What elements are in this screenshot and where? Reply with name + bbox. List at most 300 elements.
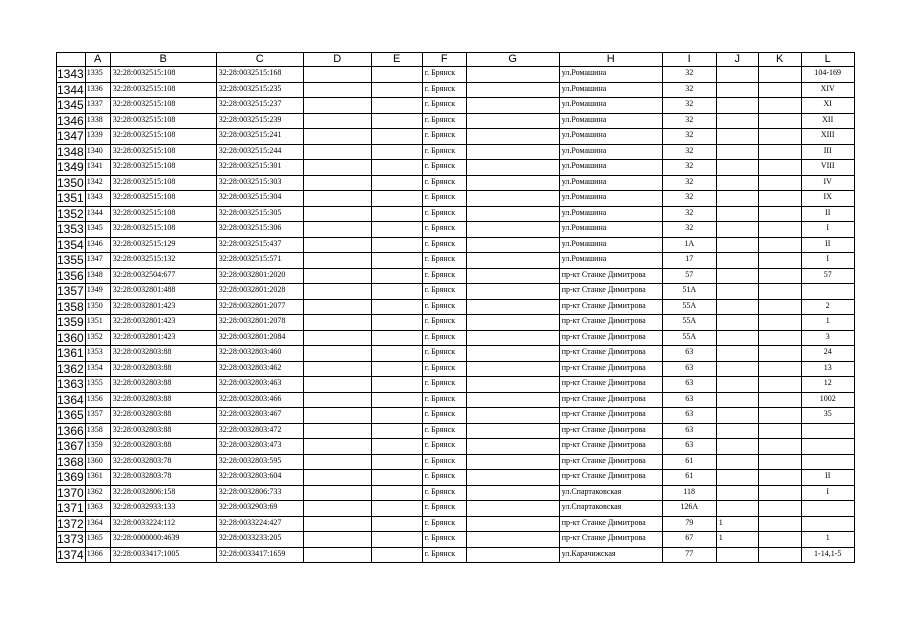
cell-j[interactable]	[716, 222, 758, 238]
cell-f[interactable]: г. Брянск	[422, 237, 466, 253]
cell-h[interactable]: пр-кт Станке Димитрова	[559, 532, 662, 548]
cell-i[interactable]: 32	[662, 113, 716, 129]
cell-j[interactable]	[716, 144, 758, 160]
cell-j[interactable]	[716, 392, 758, 408]
cell-l[interactable]: 3	[801, 330, 854, 346]
cell-c[interactable]: 32:28:0032515:168	[216, 67, 303, 83]
cell-a[interactable]: 1340	[85, 144, 110, 160]
cell-c[interactable]: 32:28:0032803:466	[216, 392, 303, 408]
cell-k[interactable]	[758, 377, 801, 393]
column-header-c[interactable]: C	[216, 53, 303, 67]
column-header-d[interactable]: D	[303, 53, 371, 67]
cell-g[interactable]	[466, 160, 559, 176]
cell-f[interactable]: г. Брянск	[422, 129, 466, 145]
row-number[interactable]: 1372	[57, 516, 84, 531]
cell-b[interactable]: 32:28:0032803:88	[110, 361, 216, 377]
cell-c[interactable]: 32:28:0032515:304	[216, 191, 303, 207]
cell-e[interactable]	[371, 160, 422, 176]
cell-b[interactable]: 32:28:0032801:488	[110, 284, 216, 300]
row-number[interactable]: 1365	[57, 408, 84, 422]
cell-e[interactable]	[371, 113, 422, 129]
cell-d[interactable]	[303, 516, 371, 532]
cell-i[interactable]: 32	[662, 82, 716, 98]
cell-i[interactable]: 57	[662, 268, 716, 284]
cell-j[interactable]	[716, 377, 758, 393]
cell-b[interactable]: 32:28:0032504:677	[110, 268, 216, 284]
cell-e[interactable]	[371, 268, 422, 284]
cell-d[interactable]	[303, 470, 371, 486]
cell-d[interactable]	[303, 439, 371, 455]
cell-c[interactable]: 32:28:0032803:463	[216, 377, 303, 393]
column-header-g[interactable]: G	[466, 53, 559, 67]
cell-j[interactable]	[716, 470, 758, 486]
cell-f[interactable]: г. Брянск	[422, 485, 466, 501]
cell-j[interactable]	[716, 330, 758, 346]
cell-b[interactable]: 32:28:0032801:423	[110, 315, 216, 331]
column-header-i[interactable]: I	[662, 53, 716, 67]
row-number[interactable]: 1356	[57, 268, 84, 283]
row-number[interactable]: 1371	[57, 501, 84, 515]
cell-i[interactable]: 63	[662, 439, 716, 455]
cell-e[interactable]	[371, 330, 422, 346]
cell-g[interactable]	[466, 532, 559, 548]
row-number[interactable]: 1359	[57, 315, 84, 329]
row-number[interactable]: 1352	[57, 206, 84, 221]
cell-g[interactable]	[466, 423, 559, 439]
cell-h[interactable]: пр-кт Станке Димитрова	[559, 315, 662, 331]
cell-l[interactable]: XII	[801, 113, 854, 129]
column-header-a[interactable]: A	[85, 53, 110, 67]
cell-k[interactable]	[758, 206, 801, 222]
cell-l[interactable]: XIII	[801, 129, 854, 145]
cell-d[interactable]	[303, 98, 371, 114]
cell-h[interactable]: пр-кт Станке Димитрова	[559, 470, 662, 486]
cell-c[interactable]: 32:28:0032903:69	[216, 501, 303, 517]
cell-j[interactable]	[716, 299, 758, 315]
cell-j[interactable]	[716, 206, 758, 222]
cell-h[interactable]: ул.Ромашина	[559, 144, 662, 160]
cell-j[interactable]	[716, 82, 758, 98]
cell-e[interactable]	[371, 516, 422, 532]
column-header-e[interactable]: E	[371, 53, 422, 67]
cell-f[interactable]: г. Брянск	[422, 439, 466, 455]
cell-a[interactable]: 1347	[85, 253, 110, 269]
cell-k[interactable]	[758, 516, 801, 532]
cell-d[interactable]	[303, 113, 371, 129]
cell-g[interactable]	[466, 330, 559, 346]
cell-d[interactable]	[303, 191, 371, 207]
cell-h[interactable]: пр-кт Станке Димитрова	[559, 408, 662, 424]
row-number[interactable]: 1347	[57, 129, 84, 143]
cell-l[interactable]: II	[801, 237, 854, 253]
cell-k[interactable]	[758, 160, 801, 176]
cell-e[interactable]	[371, 191, 422, 207]
cell-l[interactable]: 1	[801, 315, 854, 331]
cell-g[interactable]	[466, 547, 559, 563]
cell-a[interactable]: 1359	[85, 439, 110, 455]
cell-l[interactable]: 1-14,1-5	[801, 547, 854, 563]
row-number[interactable]: 1367	[57, 439, 84, 453]
cell-l[interactable]: 104-169	[801, 67, 854, 83]
cell-k[interactable]	[758, 98, 801, 114]
cell-a[interactable]: 1346	[85, 237, 110, 253]
cell-j[interactable]	[716, 346, 758, 362]
cell-f[interactable]: г. Брянск	[422, 222, 466, 238]
cell-d[interactable]	[303, 408, 371, 424]
cell-c[interactable]: 32:28:0032515:237	[216, 98, 303, 114]
cell-h[interactable]: ул.Ромашина	[559, 237, 662, 253]
cell-c[interactable]: 32:28:0032801:2084	[216, 330, 303, 346]
cell-j[interactable]	[716, 160, 758, 176]
cell-e[interactable]	[371, 454, 422, 470]
cell-l[interactable]: XI	[801, 98, 854, 114]
cell-b[interactable]: 32:28:0032515:108	[110, 113, 216, 129]
row-number[interactable]: 1360	[57, 330, 84, 345]
cell-i[interactable]: 63	[662, 377, 716, 393]
cell-f[interactable]: г. Брянск	[422, 470, 466, 486]
cell-g[interactable]	[466, 516, 559, 532]
cell-a[interactable]: 1363	[85, 501, 110, 517]
cell-d[interactable]	[303, 315, 371, 331]
cell-g[interactable]	[466, 315, 559, 331]
cell-k[interactable]	[758, 175, 801, 191]
cell-f[interactable]: г. Брянск	[422, 284, 466, 300]
cell-k[interactable]	[758, 392, 801, 408]
cell-i[interactable]: 32	[662, 206, 716, 222]
cell-h[interactable]: ул.Ромашина	[559, 160, 662, 176]
cell-g[interactable]	[466, 299, 559, 315]
cell-b[interactable]: 32:28:0032803:88	[110, 392, 216, 408]
cell-b[interactable]: 32:28:0032803:88	[110, 377, 216, 393]
cell-c[interactable]: 32:28:0033224:427	[216, 516, 303, 532]
cell-a[interactable]: 1342	[85, 175, 110, 191]
row-number[interactable]: 1370	[57, 485, 84, 500]
cell-l[interactable]: IX	[801, 191, 854, 207]
cell-b[interactable]: 32:28:0033224:112	[110, 516, 216, 532]
cell-d[interactable]	[303, 423, 371, 439]
cell-c[interactable]: 32:28:0032515:303	[216, 175, 303, 191]
cell-k[interactable]	[758, 82, 801, 98]
cell-f[interactable]: г. Брянск	[422, 299, 466, 315]
cell-d[interactable]	[303, 206, 371, 222]
cell-g[interactable]	[466, 67, 559, 83]
cell-d[interactable]	[303, 377, 371, 393]
cell-e[interactable]	[371, 237, 422, 253]
cell-h[interactable]: пр-кт Станке Димитрова	[559, 454, 662, 470]
cell-k[interactable]	[758, 284, 801, 300]
cell-c[interactable]: 32:28:0032515:244	[216, 144, 303, 160]
cell-a[interactable]: 1343	[85, 191, 110, 207]
cell-e[interactable]	[371, 206, 422, 222]
cell-b[interactable]: 32:28:0032515:108	[110, 160, 216, 176]
cell-a[interactable]: 1360	[85, 454, 110, 470]
cell-k[interactable]	[758, 67, 801, 83]
cell-h[interactable]: пр-кт Станке Димитрова	[559, 516, 662, 532]
cell-b[interactable]: 32:28:0032803:78	[110, 454, 216, 470]
cell-c[interactable]: 32:28:0032803:462	[216, 361, 303, 377]
row-number[interactable]: 1348	[57, 144, 84, 159]
cell-e[interactable]	[371, 253, 422, 269]
cell-b[interactable]: 32:28:0032803:88	[110, 423, 216, 439]
cell-l[interactable]: 1002	[801, 392, 854, 408]
cell-h[interactable]: ул.Ромашина	[559, 222, 662, 238]
cell-d[interactable]	[303, 547, 371, 563]
cell-f[interactable]: г. Брянск	[422, 346, 466, 362]
cell-j[interactable]	[716, 547, 758, 563]
cell-j[interactable]	[716, 113, 758, 129]
cell-i[interactable]: 17	[662, 253, 716, 269]
cell-k[interactable]	[758, 113, 801, 129]
cell-b[interactable]: 32:28:0032515:108	[110, 222, 216, 238]
cell-j[interactable]: 1	[716, 532, 758, 548]
cell-i[interactable]: 32	[662, 191, 716, 207]
cell-c[interactable]: 32:28:0032803:595	[216, 454, 303, 470]
cell-a[interactable]: 1354	[85, 361, 110, 377]
row-number[interactable]: 1353	[57, 222, 84, 236]
cell-b[interactable]: 32:28:0032515:108	[110, 67, 216, 83]
cell-e[interactable]	[371, 67, 422, 83]
row-number[interactable]: 1354	[57, 237, 84, 252]
cell-k[interactable]	[758, 144, 801, 160]
cell-g[interactable]	[466, 175, 559, 191]
cell-i[interactable]: 32	[662, 222, 716, 238]
cell-c[interactable]: 32:28:0032515:235	[216, 82, 303, 98]
cell-b[interactable]: 32:28:0000000:4639	[110, 532, 216, 548]
cell-a[interactable]: 1351	[85, 315, 110, 331]
cell-h[interactable]: ул.Карачижская	[559, 547, 662, 563]
cell-i[interactable]: 32	[662, 144, 716, 160]
cell-k[interactable]	[758, 470, 801, 486]
cell-g[interactable]	[466, 392, 559, 408]
cell-h[interactable]: пр-кт Станке Димитрова	[559, 346, 662, 362]
cell-g[interactable]	[466, 144, 559, 160]
cell-b[interactable]: 32:28:0032515:108	[110, 144, 216, 160]
cell-j[interactable]	[716, 175, 758, 191]
cell-j[interactable]	[716, 253, 758, 269]
row-number[interactable]: 1355	[57, 253, 84, 267]
cell-a[interactable]: 1365	[85, 532, 110, 548]
cell-h[interactable]: ул.Ромашина	[559, 129, 662, 145]
cell-i[interactable]: 63	[662, 361, 716, 377]
cell-j[interactable]	[716, 191, 758, 207]
cell-k[interactable]	[758, 191, 801, 207]
cell-f[interactable]: г. Брянск	[422, 175, 466, 191]
cell-f[interactable]: г. Брянск	[422, 454, 466, 470]
cell-h[interactable]: пр-кт Станке Димитрова	[559, 361, 662, 377]
cell-a[interactable]: 1352	[85, 330, 110, 346]
cell-e[interactable]	[371, 361, 422, 377]
cell-a[interactable]: 1358	[85, 423, 110, 439]
cell-l[interactable]: I	[801, 485, 854, 501]
cell-e[interactable]	[371, 129, 422, 145]
cell-g[interactable]	[466, 485, 559, 501]
cell-l[interactable]: I	[801, 222, 854, 238]
cell-k[interactable]	[758, 361, 801, 377]
cell-l[interactable]: II	[801, 206, 854, 222]
cell-d[interactable]	[303, 299, 371, 315]
cell-i[interactable]: 55А	[662, 330, 716, 346]
cell-f[interactable]: г. Брянск	[422, 206, 466, 222]
cell-i[interactable]: 61	[662, 470, 716, 486]
row-number[interactable]: 1374	[57, 547, 84, 562]
cell-a[interactable]: 1345	[85, 222, 110, 238]
cell-a[interactable]: 1338	[85, 113, 110, 129]
cell-d[interactable]	[303, 361, 371, 377]
cell-d[interactable]	[303, 485, 371, 501]
cell-c[interactable]: 32:28:0032803:604	[216, 470, 303, 486]
cell-a[interactable]: 1344	[85, 206, 110, 222]
cell-c[interactable]: 32:28:0032515:305	[216, 206, 303, 222]
cell-g[interactable]	[466, 191, 559, 207]
cell-k[interactable]	[758, 501, 801, 517]
cell-b[interactable]: 32:28:0032806:158	[110, 485, 216, 501]
cell-j[interactable]	[716, 361, 758, 377]
cell-k[interactable]	[758, 315, 801, 331]
cell-a[interactable]: 1357	[85, 408, 110, 424]
cell-k[interactable]	[758, 547, 801, 563]
cell-g[interactable]	[466, 98, 559, 114]
row-number[interactable]: 1369	[57, 470, 84, 484]
cell-j[interactable]	[716, 98, 758, 114]
cell-c[interactable]: 32:28:0032515:571	[216, 253, 303, 269]
cell-b[interactable]: 32:28:0032515:129	[110, 237, 216, 253]
cell-d[interactable]	[303, 268, 371, 284]
cell-e[interactable]	[371, 547, 422, 563]
cell-d[interactable]	[303, 330, 371, 346]
cell-e[interactable]	[371, 315, 422, 331]
cell-i[interactable]: 32	[662, 160, 716, 176]
cell-f[interactable]: г. Брянск	[422, 98, 466, 114]
cell-l[interactable]: 1	[801, 532, 854, 548]
cell-d[interactable]	[303, 82, 371, 98]
cell-d[interactable]	[303, 501, 371, 517]
cell-d[interactable]	[303, 175, 371, 191]
cell-h[interactable]: пр-кт Станке Димитрова	[559, 284, 662, 300]
cell-b[interactable]: 32:28:0032801:423	[110, 299, 216, 315]
cell-h[interactable]: пр-кт Станке Димитрова	[559, 330, 662, 346]
cell-a[interactable]: 1335	[85, 67, 110, 83]
cell-l[interactable]: 13	[801, 361, 854, 377]
cell-a[interactable]: 1348	[85, 268, 110, 284]
row-number[interactable]: 1351	[57, 191, 84, 205]
cell-k[interactable]	[758, 346, 801, 362]
cell-l[interactable]: VIII	[801, 160, 854, 176]
row-number[interactable]: 1364	[57, 392, 84, 407]
cell-i[interactable]: 63	[662, 346, 716, 362]
cell-h[interactable]: пр-кт Станке Димитрова	[559, 392, 662, 408]
cell-k[interactable]	[758, 454, 801, 470]
cell-f[interactable]: г. Брянск	[422, 377, 466, 393]
cell-f[interactable]: г. Брянск	[422, 423, 466, 439]
cell-i[interactable]: 77	[662, 547, 716, 563]
cell-c[interactable]: 32:28:0032801:2028	[216, 284, 303, 300]
cell-c[interactable]: 32:28:0033417:1659	[216, 547, 303, 563]
cell-c[interactable]: 32:28:0032515:301	[216, 160, 303, 176]
cell-d[interactable]	[303, 129, 371, 145]
cell-l[interactable]: 57	[801, 268, 854, 284]
cell-i[interactable]: 79	[662, 516, 716, 532]
row-number[interactable]: 1358	[57, 299, 84, 314]
cell-j[interactable]	[716, 423, 758, 439]
cell-d[interactable]	[303, 144, 371, 160]
cell-f[interactable]: г. Брянск	[422, 408, 466, 424]
cell-c[interactable]: 32:28:0032515:306	[216, 222, 303, 238]
row-number[interactable]: 1363	[57, 377, 84, 391]
cell-i[interactable]: 63	[662, 392, 716, 408]
cell-l[interactable]: 12	[801, 377, 854, 393]
row-number[interactable]: 1343	[57, 67, 84, 81]
row-number[interactable]: 1357	[57, 284, 84, 298]
cell-j[interactable]: 1	[716, 516, 758, 532]
row-number[interactable]: 1344	[57, 82, 84, 97]
cell-c[interactable]: 32:28:0032801:2077	[216, 299, 303, 315]
cell-g[interactable]	[466, 408, 559, 424]
cell-d[interactable]	[303, 237, 371, 253]
cell-f[interactable]: г. Брянск	[422, 392, 466, 408]
cell-i[interactable]: 51А	[662, 284, 716, 300]
cell-l[interactable]: II	[801, 470, 854, 486]
column-header-l[interactable]: L	[801, 53, 854, 67]
cell-e[interactable]	[371, 82, 422, 98]
cell-e[interactable]	[371, 299, 422, 315]
cell-c[interactable]: 32:28:0032803:473	[216, 439, 303, 455]
cell-e[interactable]	[371, 346, 422, 362]
cell-l[interactable]: 24	[801, 346, 854, 362]
cell-g[interactable]	[466, 268, 559, 284]
cell-h[interactable]: ул.Ромашина	[559, 253, 662, 269]
cell-i[interactable]: 55А	[662, 299, 716, 315]
cell-c[interactable]: 32:28:0032803:460	[216, 346, 303, 362]
cell-d[interactable]	[303, 284, 371, 300]
cell-d[interactable]	[303, 346, 371, 362]
cell-b[interactable]: 32:28:0032803:88	[110, 439, 216, 455]
cell-j[interactable]	[716, 485, 758, 501]
cell-c[interactable]: 32:28:0032801:2078	[216, 315, 303, 331]
cell-i[interactable]: 32	[662, 175, 716, 191]
corner-cell[interactable]	[57, 53, 86, 67]
row-number[interactable]: 1345	[57, 98, 84, 112]
cell-b[interactable]: 32:28:0032515:108	[110, 82, 216, 98]
cell-a[interactable]: 1337	[85, 98, 110, 114]
cell-h[interactable]: ул.Ромашина	[559, 67, 662, 83]
cell-h[interactable]: ул.Спартаковская	[559, 501, 662, 517]
cell-f[interactable]: г. Брянск	[422, 191, 466, 207]
cell-d[interactable]	[303, 392, 371, 408]
cell-g[interactable]	[466, 439, 559, 455]
cell-j[interactable]	[716, 315, 758, 331]
row-number[interactable]: 1349	[57, 160, 84, 174]
cell-a[interactable]: 1353	[85, 346, 110, 362]
cell-a[interactable]: 1339	[85, 129, 110, 145]
cell-a[interactable]: 1350	[85, 299, 110, 315]
cell-c[interactable]: 32:28:0032803:472	[216, 423, 303, 439]
cell-k[interactable]	[758, 237, 801, 253]
cell-h[interactable]: пр-кт Станке Димитрова	[559, 439, 662, 455]
cell-f[interactable]: г. Брянск	[422, 547, 466, 563]
cell-e[interactable]	[371, 284, 422, 300]
cell-f[interactable]: г. Брянск	[422, 113, 466, 129]
cell-b[interactable]: 32:28:0032515:108	[110, 175, 216, 191]
cell-g[interactable]	[466, 454, 559, 470]
cell-i[interactable]: 32	[662, 67, 716, 83]
column-header-j[interactable]: J	[716, 53, 758, 67]
cell-a[interactable]: 1364	[85, 516, 110, 532]
cell-h[interactable]: ул.Ромашина	[559, 113, 662, 129]
cell-l[interactable]	[801, 284, 854, 300]
cell-i[interactable]: 63	[662, 408, 716, 424]
cell-g[interactable]	[466, 129, 559, 145]
cell-g[interactable]	[466, 284, 559, 300]
